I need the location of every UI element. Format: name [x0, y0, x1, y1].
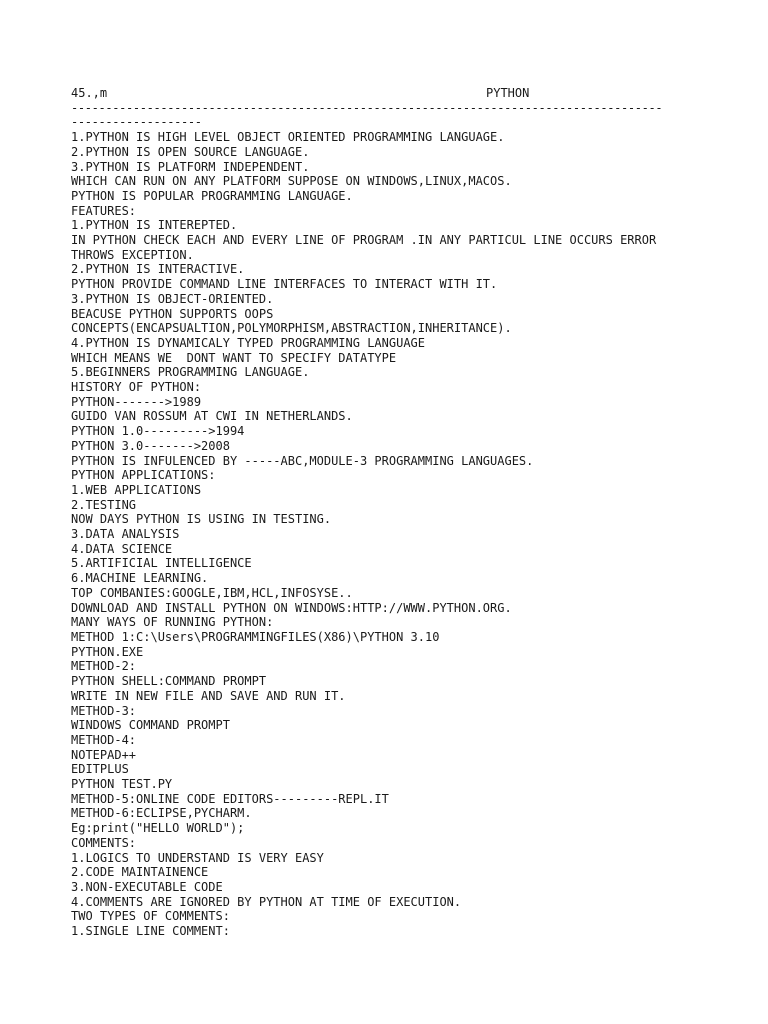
text-line: DOWNLOAD AND INSTALL PYTHON ON WINDOWS:HTTP://WWW.PYTHON.ORG. — [71, 600, 512, 615]
text-line: PYTHON PROVIDE COMMAND LINE INTERFACES TO INTERACT WITH IT. — [71, 277, 498, 292]
document-body — [71, 130, 711, 939]
text-line: METHOD-3: — [71, 703, 137, 718]
separator-rule: -------------------------------------------------------------------------------------- — [71, 100, 663, 115]
text-line: WRITE IN NEW FILE AND SAVE AND RUN IT. — [71, 688, 346, 703]
text-line: BEACUSE PYTHON SUPPORTS OOPS — [71, 306, 274, 321]
text-line: 3.PYTHON IS OBJECT-ORIENTED. — [71, 291, 274, 306]
text-line: GUIDO VAN ROSSUM AT CWI IN NETHERLANDS. — [71, 409, 353, 424]
text-line: 3.PYTHON IS PLATFORM INDEPENDENT. — [71, 159, 310, 174]
text-line: NOTEPAD++ — [71, 747, 137, 762]
text-line: 3.NON-EXECUTABLE CODE — [71, 879, 223, 894]
text-line: THROWS EXCEPTION. — [71, 247, 194, 262]
text-line: PYTHON 3.0------->2008 — [71, 438, 230, 453]
text-line: 2.PYTHON IS OPEN SOURCE LANGUAGE. — [71, 144, 310, 159]
text-line: PYTHON------->1989 — [71, 394, 202, 409]
text-line: FEATURES: — [71, 203, 137, 218]
text-line: PYTHON TEST.PY — [71, 777, 173, 792]
text-line: 4.COMMENTS ARE IGNORED BY PYTHON AT TIME OF EXECUTION. — [71, 894, 462, 909]
text-line: WHICH CAN RUN ON ANY PLATFORM SUPPOSE ON WINDOWS,LINUX,MACOS. — [71, 174, 512, 189]
text-line: METHOD-4: — [71, 732, 137, 747]
text-line: 1.WEB APPLICATIONS — [71, 482, 202, 497]
text-line: PYTHON APPLICATIONS: — [71, 468, 216, 483]
text-line: 5.ARTIFICIAL INTELLIGENCE — [71, 556, 252, 571]
page-header — [71, 86, 711, 101]
text-line: 2.PYTHON IS INTERACTIVE. — [71, 262, 245, 277]
text-line: 2.TESTING — [71, 497, 137, 512]
separator-rule-continued: ------------------- — [71, 115, 202, 130]
text-line: 1.SINGLE LINE COMMENT: — [71, 924, 230, 939]
text-line: 5.BEGINNERS PROGRAMMING LANGUAGE. — [71, 365, 310, 380]
text-line: 6.MACHINE LEARNING. — [71, 571, 209, 586]
text-line: EDITPLUS — [71, 762, 129, 777]
text-line: 1.PYTHON IS INTEREPTED. — [71, 218, 238, 233]
text-line: WHICH MEANS WE DONT WANT TO SPECIFY DATATYPE — [71, 350, 397, 365]
text-line: METHOD-5:ONLINE CODE EDITORS---------REPL.IT — [71, 791, 389, 806]
text-line: PYTHON 1.0--------->1994 — [71, 424, 245, 439]
text-line: 1.PYTHON IS HIGH LEVEL OBJECT ORIENTED PROGRAMMING LANGUAGE. — [71, 130, 505, 145]
text-line: 4.DATA SCIENCE — [71, 541, 173, 556]
header-title: PYTHON — [486, 86, 530, 100]
text-line: CONCEPTS(ENCAPSUALTION,POLYMORPHISM,ABSTRACTION,INHERITANCE). — [71, 321, 512, 336]
text-line: TOP COMBANIES:GOOGLE,IBM,HCL,INFOSYSE.. — [71, 585, 353, 600]
text-line: 3.DATA ANALYSIS — [71, 527, 180, 542]
text-line: METHOD 1:C:\Users\PROGRAMMINGFILES(X86)\PYTHON 3.10 — [71, 630, 440, 644]
text-line: TWO TYPES OF COMMENTS: — [71, 909, 230, 924]
text-line: PYTHON.EXE — [71, 644, 144, 659]
text-line: 2.CODE MAINTAINENCE — [71, 865, 209, 880]
text-line: WINDOWS COMMAND PROMPT — [71, 718, 230, 733]
text-line: MANY WAYS OF RUNNING PYTHON: — [71, 615, 274, 630]
text-line: IN PYTHON CHECK EACH AND EVERY LINE OF PROGRAM .IN ANY PARTICUL LINE OCCURS ERROR — [71, 233, 657, 248]
text-line: Eg:print("HELLO WORLD"); — [71, 821, 245, 836]
text-line: PYTHON IS INFULENCED BY -----ABC,MODULE-3 PROGRAMMING LANGUAGES. — [71, 453, 534, 468]
text-line: HISTORY OF PYTHON: — [71, 380, 202, 395]
text-line: 4.PYTHON IS DYNAMICALY TYPED PROGRAMMING LANGUAGE — [71, 335, 426, 350]
text-line: METHOD-2: — [71, 659, 137, 674]
header-page-ref: 45.,m — [71, 86, 108, 100]
text-line: COMMENTS: — [71, 835, 137, 850]
text-line: PYTHON IS POPULAR PROGRAMMING LANGUAGE. — [71, 188, 353, 203]
text-line: 1.LOGICS TO UNDERSTAND IS VERY EASY — [71, 850, 324, 865]
text-line: METHOD-6:ECLIPSE,PYCHARM. — [71, 806, 252, 821]
document-page — [71, 86, 711, 939]
text-line: NOW DAYS PYTHON IS USING IN TESTING. — [71, 512, 332, 527]
text-line: PYTHON SHELL:COMMAND PROMPT — [71, 674, 267, 689]
